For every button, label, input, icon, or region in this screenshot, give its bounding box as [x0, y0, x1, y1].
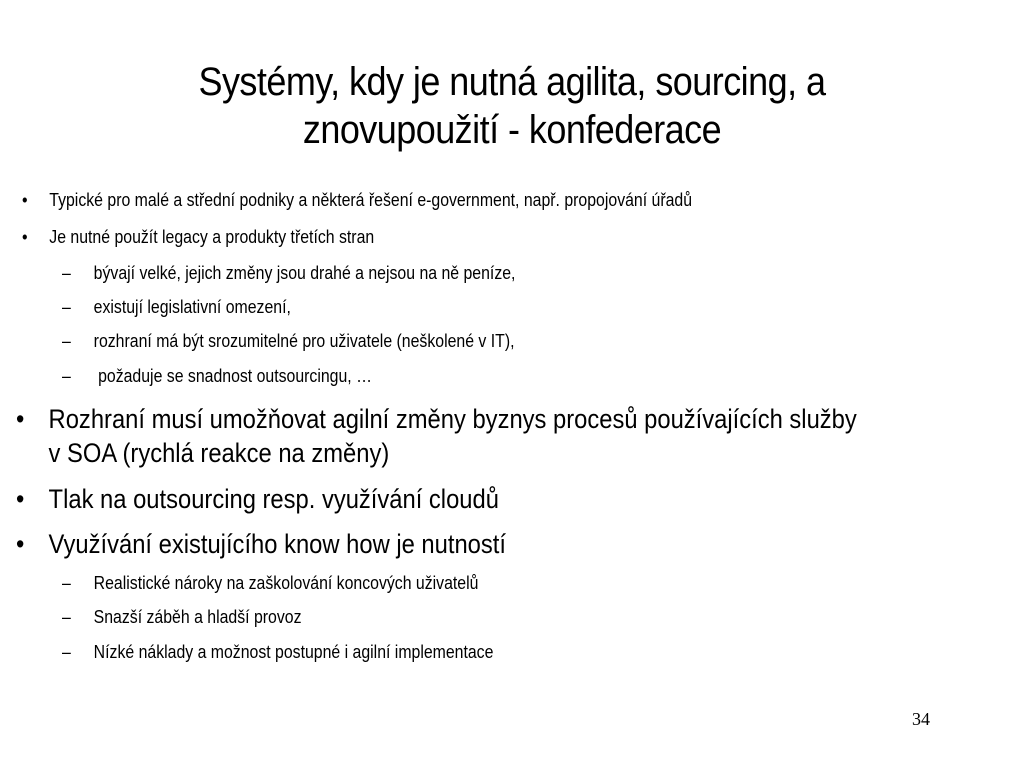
bullet-item	[16, 527, 506, 561]
sub-bullet-text: požaduje se snadnost outsourcingu, …	[93, 366, 372, 386]
bullet-item	[16, 482, 499, 516]
bullet-text: Je nutné použít legacy a produkty třetích stran	[49, 227, 375, 247]
dash-marker: –	[62, 263, 71, 283]
bullet-marker: •	[22, 227, 28, 247]
bullet-marker: •	[22, 190, 28, 210]
sub-bullet-item	[62, 572, 478, 594]
sub-bullet-item	[62, 262, 515, 284]
sub-bullet-item	[62, 296, 291, 318]
bullet-marker: •	[16, 404, 25, 434]
slide-title-line-1: Systémy, kdy je nutná agilita, sourcing, a	[198, 60, 826, 104]
sub-bullet-text: Realistické nároky na zaškolování koncových uživatelů	[93, 573, 479, 593]
slide-title-line-2: znovupoužití - konfederace	[302, 108, 722, 152]
sub-bullet-text: bývají velké, jejich změny jsou drahé a nejsou na ně peníze,	[93, 263, 516, 283]
dash-marker: –	[62, 607, 71, 627]
sub-bullet-text: Nízké náklady a možnost postupné i agilní implementace	[93, 642, 494, 662]
sub-bullet-item	[62, 606, 301, 628]
sub-bullet-item	[62, 365, 372, 387]
sub-bullet-text: existují legislativní omezení,	[93, 297, 291, 317]
bullet-text-line-1: Rozhraní musí umožňovat agilní změny byznys procesů používajících služby	[48, 404, 857, 434]
dash-marker: –	[62, 366, 71, 386]
bullet-marker: •	[16, 529, 25, 559]
bullet-item	[16, 402, 857, 470]
dash-marker: –	[62, 297, 71, 317]
dash-marker: –	[62, 573, 71, 593]
page-number: 34	[912, 709, 930, 729]
bullet-text: Tlak na outsourcing resp. využívání cloudů	[48, 484, 499, 514]
sub-bullet-item	[62, 641, 493, 663]
sub-bullet-text: Snazší záběh a hladší provoz	[93, 607, 302, 627]
sub-bullet-text: rozhraní má být srozumitelné pro uživatele (neškolené v IT),	[93, 331, 515, 351]
bullet-item	[22, 226, 374, 248]
bullet-text-line-2: v SOA (rychlá reakce na změny)	[48, 438, 390, 468]
sub-bullet-item	[62, 330, 515, 352]
bullet-marker: •	[16, 484, 25, 514]
bullet-text: Typické pro malé a střední podniky a některá řešení e-government, např. propojování úřadů	[49, 190, 693, 210]
dash-marker: –	[62, 331, 71, 351]
bullet-item	[22, 189, 692, 211]
dash-marker: –	[62, 642, 71, 662]
bullet-text: Využívání existujícího know how je nutností	[48, 529, 506, 559]
